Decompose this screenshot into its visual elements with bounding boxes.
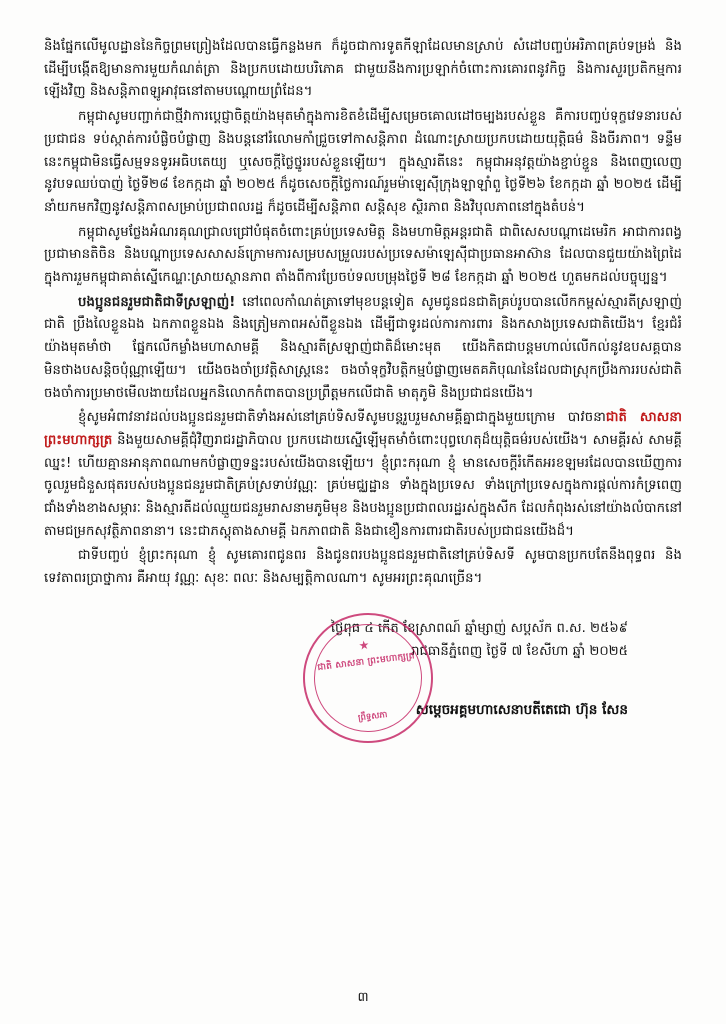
paragraph-2: កម្ពុជាសូមបញ្ជាក់ជាថ្មីវាការប្ដេជ្ញាចិត្តយ៉ាងមុតមាំក្នុងការខិតខំដើម្បីសម្រេចគោលដៅចម្បងរបស់ខ្លួន គឺការបញ្ចប់ទុក្ខវេទនារបស់ប្រជាជន ទប់ស្កាត់ការបំផ្លិចបំផ្លាញ និងបន្ដនៅរំលោមកាំជ្រួចទៅកាសន្តិភាព ដំណោះស្រាយប្រកបដោយយុត្តិធម៌ និងចីរភាព។ ទន្ទឹមនេះកម្ពុជាមិនធ្វើសម្មទនទូរអធិបតេយ្យ ឬសេចក្ដីថ្លៃថ្នូររបស់ខ្លួនឡើយ។ ក្នុងស្មារតីនេះ កម្ពុជាអនុវត្តយ៉ាងខ្ជាប់ខ្ជួន និងពេញលេញនូវបទឈប់បាញ់ ថ្ងៃទី២៨ ខែកក្កដា ឆ្នាំ ២០២៥ ក៏ដូចសេចក្ដីថ្លៃការណ៍រួមម៉ាឡេស៊ីក្រុងឡាឡាំពួ ថ្ងៃទី២៦ ខែកក្កដា ឆ្នាំ ២០២៥ ដើម្បីនាំយកមកវិញនូវសន្តិភាពសម្រាប់ប្រជាពលរដ្ឋ ក៏ដូចដើម្បីសន្តិភាព សន្តិសុខ ស្ថិរភាព និងវិបុលភាពនៅក្នុងតំបន់។ [44, 109, 682, 215]
signature-block [44, 617, 682, 723]
paragraph-3: កម្ពុជាសូមថ្លែងអំណរគុណជ្រាលជ្រៅបំផុតចំពោះគ្រប់ប្រទេសមិត្ត និងមហាមិត្តអន្តរជាតិ ជាពិសេសបណ្ដាដេមេរិក អាជាការពង្វប្រជាមានតិចិន និងបណ្ដាប្រទេសសាសន៍ក្រោមការសម្របសម្រួលរបស់ប្រទេសម៉ាឡេស៊ីជាប្រធានអាស៊ាន ដែលបានជួយយ៉ាងព្រៃដៃ ក្នុងការរួមកម្ពុជាគាត់ស្នើកេណ្ហៈស្រាយស្ថានភាព តាំងពីការប្រែចប់ទលបម្រុងថ្ងៃទី ២៨ ខែកក្កដា ឆ្នាំ ២០២៥ ហួតមកដល់បច្ចុប្បន្ន។ [44, 224, 682, 286]
seal-center-text: ជាតិ សាសនា ព្រះមហាក្សត្រ [316, 651, 416, 673]
paragraph-4-lead: បងប្អូនជនរួមជាតិជាទីស្រឡាញ់! [78, 294, 236, 310]
motto-mid: និងមួយសាមគ្គីជុំវិញរាជរដ្ឋាភិបាល [112, 432, 287, 448]
paragraph-4-text: នៅពេលកាំណត់ត្រាទៅមុខបន្ដទៀត សូមជូនជនជាតិគ្រប់រូបបានលើកកម្ពស់ស្មារតីស្រឡាញ់ជាតិ ប្រឹងលៃខ្លួនឯង ឯកភាពខ្លួនឯង និងត្រៀមភាពអស់ពីខ្លួនឯង ដើម្បីជាទូរដល់ការការពារ និងកសាងប្រទេសជាតិយើង។ ខ្មែរជំរំយ៉ាងមុតមាំថា ផ្នែកលើកម្លាំងមហាសាមគ្គី និងស្មារតីស្រឡាញ់ជាតិដ៏មោះមុត យើងកិតជាបន្ដមហាល់លើកល់នូវឧបសគ្គបាន មិនថាងបសន្ដិចបុំណ្ណាឡើយ។ យើងចងចាំប្រវត្តិសាស្ត្រនេះ ចងចាំទុក្ខវិបត្តិកម្មបំផ្លាញមេតគភិបុណនៃដែលជាស្រុកប្រឹងការរបស់ជាតិ ចងចាំការប្រមាថមើលងាយដែលអ្នកនិលោកកំពាតបានប្រព្រឹត្តមកលើជាតិ មាតុភូមិ និងប្រជាជនយើង។ [44, 294, 682, 401]
page-number: ៣ [357, 990, 369, 1005]
motto-national: ជាតិ សាសនា ព្រះមហាក្សត្រ [44, 410, 682, 448]
paragraph-4 [44, 292, 682, 406]
paragraph-5 [44, 407, 682, 543]
seal-star-icon: ★ [357, 637, 371, 653]
paragraph-6: ជាទីបញ្ចប់ ខ្ញុំព្រះករុណា ខ្ញុំ សូមគោរពជូនពរ និងជូនពរបងប្អូនជនរួមជាតិនៅគ្រប់ទិសទី សូមបានប្រកបតែនឹងពុទ្ធពរ និងទេវតាពរប្រាថ្នាការ គឺអាយុ វណ្ណៈ សុខៈ ពលៈ និងសម្បត្តិកាលណា។ សូមអរព្រះគុណច្រើន។ [44, 548, 682, 587]
paragraph-1: និងផ្នែកលើមូលដ្ឋាននៃកិច្ចព្រមព្រៀងដែលបានធ្វើកន្លងមក ក៏ដូចជាការទូតកីឡាដែលមានស្រាប់ សំដៅបញ្ចប់អរិភាពគ្រប់ទម្រង់ និងដើម្បីបង្កើតឱ្យមានការមួយកំណត់ត្រា និងប្រកបដោយបរិភោគ ជាមួយនឹងការប្រឡាក់ចំពោះការគោរពនូវកិច្ច និងការសួរប្រតិកម្មការឡើងវិញ និងសន្តិភាពឡូអាវុធនៅតាមបណ្ដោយព្រំដែន។ [44, 39, 682, 100]
paragraph-5-text: ខ្ញុំសូមអំពាវនាវដល់បងប្អូនជនរួមជាតិទាំងអស់នៅគ្រប់ទិសទីសូមបន្ដរួបរួមសាមគ្គីគ្នាជាក្នុងមួយក្រោម [78, 410, 556, 426]
document-body [44, 36, 682, 591]
motto-prefix: បាវចនា [567, 410, 606, 426]
seal-bottom-text: ព្រឹទ្ធសភា [357, 709, 389, 724]
motto-suffix: ប្រកបដោយស្នើឡើមុតមាំចំពោះបុព្វហេតុដ៏យុត្តិធម៌របស់យើង។ សាមគ្គីរស់ សាមគ្គីឈ្នះ! ហើយគ្មានអានុភាពណាមកបំផ្លាញទន្នះរបស់យើងបានឡើយ។ ខ្ញុំព្រះករុណា ខ្ញុំ មានសេចក្ដីរំកើតអរខឡមរដែលបានឃើញការចូលរួមជំនួសផុតរបស់បងប្អូនជនរួមជាតិគ្រប់ស្រទាប់វណ្ណៈ គ្រប់មជ្ឈដ្ឋាន ទាំងក្នុងប្រទេស ទាំងក្រៅប្រទេសក្នុងការផ្ដល់ការកំទ្រពេញជាំងទាំងខាងសម្ភារៈ និងស្មារតីដល់ឈ្មួយជនរួមរាសនាមភូមិមុខ និងបងប្អូនប្រជាពលរដ្ឋរស់ក្នុងសីក ដែលកំពុងរស់នៅយ៉ាងលំបាកនៅតាមជម្រកសុវត្ថិភាពនានា។ នេះជាភស្ដុតាងសាមគ្គី ឯកភាពជាតិ និងជាខឿនការពារជាតិរបស់ប្រជាជនយើងដ៏។ [44, 432, 682, 539]
signature-date-khmer: ថ្ងៃពុធ ៤ កើត ខែស្រាពណ៍ ឆ្នាំម្សាញ់ សប្ដស័ក ព.ស. ២៥៦៩ [330, 620, 628, 636]
signatory-name: សម្ដេចអគ្គមហាសេនាបតីតេជោ ហ៊ុន សែន [415, 702, 628, 719]
signature-date-gregorian: រាជធានីភ្នំពេញ ថ្ងៃទី ៧ ខែសីហា ឆ្នាំ ២០២៥ [411, 643, 628, 659]
